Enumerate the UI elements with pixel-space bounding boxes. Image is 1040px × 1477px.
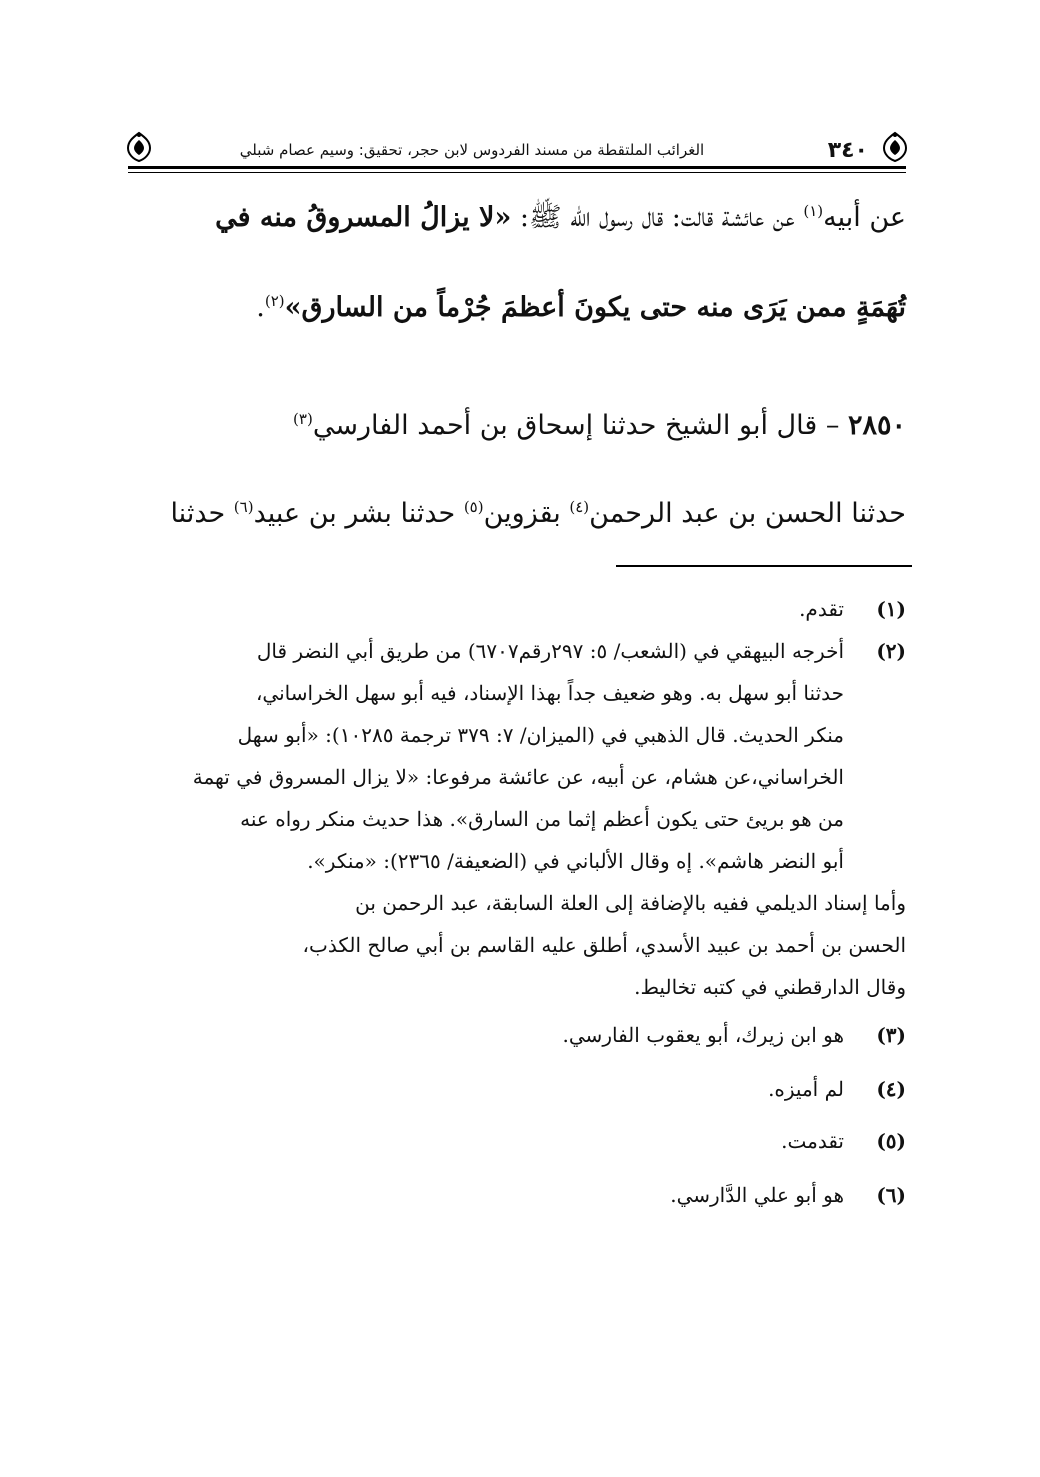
hadith-number: ٢٨٥٠ [847, 410, 906, 441]
footnote-line: منكر الحديث. قال الذهبي في (الميزان/ ٧: ٣٧٩ ترجمة ١٠٢٨٥): «أبو سهل [237, 723, 844, 747]
footnote-line: أخرجه البيهقي في (الشعب/ ٥: ٢٩٧رقم٦٧٠٧) من طريق أبي النضر قال [256, 639, 844, 663]
footnote-number: (٤) [876, 1077, 906, 1101]
text-run: – قال أبو الشيخ حدثنا إسحاق بن أحمد الفارسي [312, 410, 848, 441]
footnote-number: (٢) [876, 639, 906, 663]
footnote-ref[interactable]: (٦) [233, 498, 254, 516]
footnote-line: لم أميزه. [768, 1077, 844, 1101]
footnote-line: الخراساني،عن هشام، عن أبيه، عن عائشة مرفوعا: «لا يزال المسروق في تهمة [192, 765, 844, 789]
footnote-line: الحسن بن أحمد بن عبيد الأسدي، أطلق عليه القاسم بن أبي صالح الكذب، [302, 933, 906, 957]
footnote-line: من هو بريئ حتى يكون أعظم إثما من السارق». هذا حديث منكر رواه عنه [240, 807, 844, 831]
text-run: عن عائشة قالت: قال رسول الله ﷺ: [511, 202, 804, 233]
footnote-ref[interactable]: (٥) [463, 498, 484, 516]
body-line [128, 492, 906, 536]
running-title: الغرائب الملتقطة من مسند الفردوس لابن حجر، تحقيق: وسيم عصام شبلي [239, 141, 705, 159]
footnote-line: حدثنا أبو سهل به. وهو ضعيف جداً بهذا الإسناد، فيه أبو سهل الخراساني، [255, 681, 844, 705]
text-run: حدثنا بشر بن عبيد [253, 498, 464, 529]
footnote-line: هو أبو علي الدَّارسي. [670, 1183, 844, 1207]
text-run: حدثنا الحسن بن عبد الرحمن [589, 498, 906, 529]
header-rule [128, 166, 906, 169]
text-run: . [256, 292, 265, 323]
footnote-number: (٦) [876, 1183, 906, 1207]
footnote-ref[interactable]: (٣) [293, 410, 313, 428]
footnote-line: تقدمت. [781, 1129, 844, 1153]
footnote-line: أبو النضر هاشم». إه وقال الألباني في (الضعيفة/ ٢٣٦٥): «منكر». [307, 849, 844, 873]
hadith-text: تُهَمَةٍ ممن يَرَى منه حتى يكونَ أعظمَ جُرْماً من السارق» [284, 292, 906, 323]
page-header [128, 126, 906, 176]
footnote-line: وقال الدارقطني في كتبه تخاليط. [634, 975, 906, 999]
text-run: عن أبيه [823, 202, 906, 233]
text-run: بقزوين [483, 498, 570, 529]
footnote-number: (٥) [876, 1129, 906, 1153]
footnote-ref[interactable]: (٤) [569, 498, 590, 516]
text-run: حدثنا [170, 498, 234, 529]
footnote-separator [616, 565, 912, 567]
ornament-icon [122, 130, 156, 164]
footnote-number: (١) [876, 597, 906, 621]
footnote-number: (٣) [876, 1023, 906, 1047]
hadith-text: «لا يزالُ المسروقُ منه في [215, 202, 512, 233]
body-line [128, 286, 906, 330]
body-line [128, 404, 906, 448]
footnote-line: وأما إسناد الديلمي ففيه بالإضافة إلى العلة السابقة، عبد الرحمن بن [355, 891, 906, 915]
footnote-ref[interactable]: (١) [803, 202, 824, 220]
footnote-ref[interactable]: (٢) [264, 292, 285, 310]
footnote-line: تقدم. [799, 597, 844, 621]
header-rule-thin [128, 172, 906, 173]
ornament-icon [878, 130, 912, 164]
footnote-line: هو ابن زيرك، أبو يعقوب الفارسي. [562, 1023, 844, 1047]
body-line [128, 196, 906, 240]
page-number: ٣٤٠ [827, 138, 868, 163]
